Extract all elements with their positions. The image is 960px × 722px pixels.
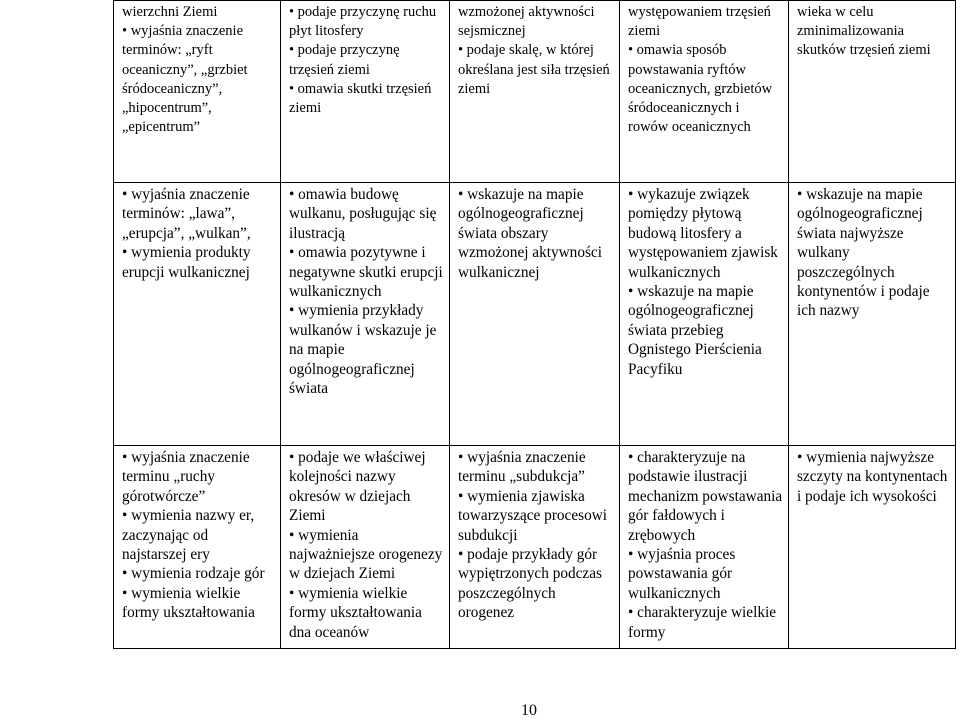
cell-text: • podaje we właściwej kolejności nazwy okresów w dziejach Ziemi • wymienia najważniejsze orogenezy w dziejach Ziemi • wymienia wielkie formy ukształtowania dna oceanów	[288, 449, 443, 641]
table-cell	[449, 183, 619, 446]
table-cell	[280, 1, 449, 183]
cell-text: • omawia budowę wulkanu, posługując się ilustracją • omawia pozytywne i negatywne skutki erupcji wulkanicznych • wymienia przykłady wulkanów i wskazuje je na mapie ogólnogeograficznej świata	[288, 186, 443, 398]
table-cell	[788, 1, 955, 183]
cell-text: • wskazuje na mapie ogólnogeograficznej świata obszary wzmożonej aktywności wulkanicznej	[457, 186, 606, 281]
cell-text: • wyjaśnia znaczenie terminu „ruchy górotwórcze” • wymienia nazwy er, zaczynając od najstarszej ery • wymienia rodzaje gór • wymienia wielkie formy ukształtowania	[122, 449, 265, 622]
table-cell	[788, 183, 955, 446]
page-number: 10	[521, 702, 537, 719]
table-row	[114, 446, 956, 649]
table-cell	[449, 1, 619, 183]
table-cell	[114, 1, 281, 183]
table-cell	[114, 183, 281, 446]
cell-text: • charakteryzuje na podstawie ilustracji mechanizm powstawania gór fałdowych i zrębowych • wyjaśnia proces powstawania gór wulkanicznych • charakteryzuje wielkie formy	[627, 449, 783, 641]
cell-text: • wyjaśnia znaczenie terminów: „lawa”, „erupcja”, „wulkan”, • wymienia produkty erupcji wulkanicznej	[122, 186, 251, 281]
cell-text: • wyjaśnia znaczenie terminu „subdukcja” • wymienia zjawiska towarzyszące procesowi subdukcji • podaje przykłady gór wypiętrzonych podczas poszczególnych orogenez	[457, 449, 608, 622]
cell-text: • wskazuje na mapie ogólnogeograficznej świata najwyższe wulkany poszczególnych kontynentów i podaje ich nazwy	[796, 186, 934, 320]
cell-text: wieka w celu zminimalizowania skutków trzęsień ziemi	[796, 4, 931, 59]
cell-text: wierzchni Ziemi • wyjaśnia znaczenie terminów: „ryft oceaniczny”, „grzbiet śródoceaniczny”, „hipocentrum”, „epicentrum”	[122, 4, 248, 136]
cell-text: występowaniem trzęsień ziemi • omawia sposób powstawania ryftów oceanicznych, grzbietów śródoceanicznych i rowów oceanicznych	[627, 4, 773, 136]
table-cell	[619, 1, 788, 183]
table-cell	[114, 446, 281, 649]
curriculum-table	[113, 0, 956, 649]
table-cell	[449, 446, 619, 649]
table-cell	[280, 183, 449, 446]
table-cell	[280, 446, 449, 649]
table-cell	[788, 446, 955, 649]
table-cell	[619, 183, 788, 446]
cell-text: • wymienia najwyższe szczyty na kontynentach i podaje ich wysokości	[796, 449, 952, 505]
cell-text: • wykazuje związek pomiędzy płytową budową litosfery a występowaniem zjawisk wulkanicznych • wskazuje na mapie ogólnogeograficznej świata przebieg Ognistego Pierścienia Pacyfiku	[627, 186, 778, 378]
cell-text: wzmożonej aktywności sejsmicznej • podaje skalę, w której określana jest siła trzęsień ziemi	[457, 4, 610, 97]
table-row	[114, 1, 956, 183]
table-row	[114, 183, 956, 446]
cell-text: • podaje przyczynę ruchu płyt litosfery • podaje przyczynę trzęsień ziemi • omawia skutki trzęsień ziemi	[288, 4, 437, 117]
table-cell	[619, 446, 788, 649]
